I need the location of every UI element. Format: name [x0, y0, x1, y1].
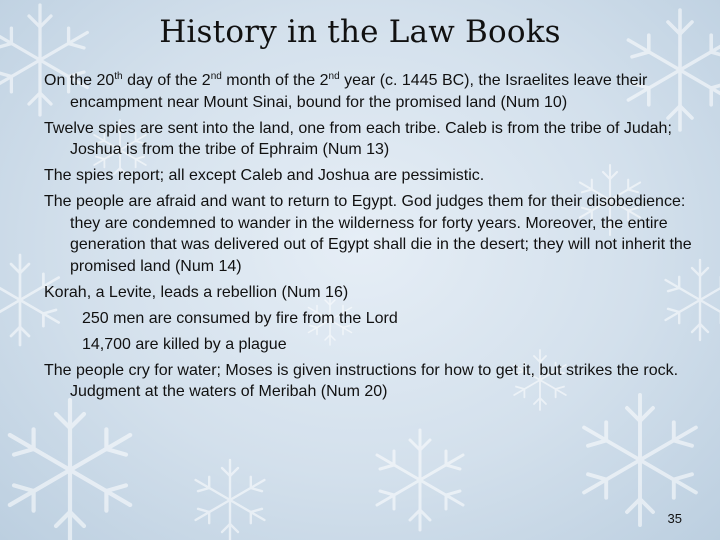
page-number: 35 — [667, 511, 682, 526]
list-item: Twelve spies are sent into the land, one from each tribe. Caleb is from the tribe of Judah; Joshua is from the tribe of Ephraim (Num 13) — [44, 119, 672, 158]
sub-list-item: 250 men are consumed by fire from the Lord — [82, 309, 398, 327]
sub-list-item: 14,700 are killed by a plague — [82, 335, 287, 353]
slide-body — [44, 70, 694, 407]
slide-title: History in the Law Books — [159, 14, 561, 50]
list-item: The people are afraid and want to return to Egypt. God judges them for their disobedience: they are condemned to wander in the wilderness for forty years. Moreover, the entire generation that was delivered out of Egypt shall die in the desert; they will not inherit the promised land (Num 14) — [44, 193, 692, 275]
list-item: Korah, a Levite, leads a rebellion (Num 16) — [44, 283, 349, 301]
list-item: The people cry for water; Moses is given instructions for how to get it, but strikes the rock. Judgment at the waters of Meribah (Num 20) — [44, 361, 679, 400]
list-item: On the 20th day of the 2nd month of the 2nd year (c. 1445 BC), the Israelites leave their encampment near Mount Sinai, bound for the promised land (Num 10) — [44, 71, 648, 111]
list-item: The spies report; all except Caleb and Joshua are pessimistic. — [44, 167, 485, 184]
